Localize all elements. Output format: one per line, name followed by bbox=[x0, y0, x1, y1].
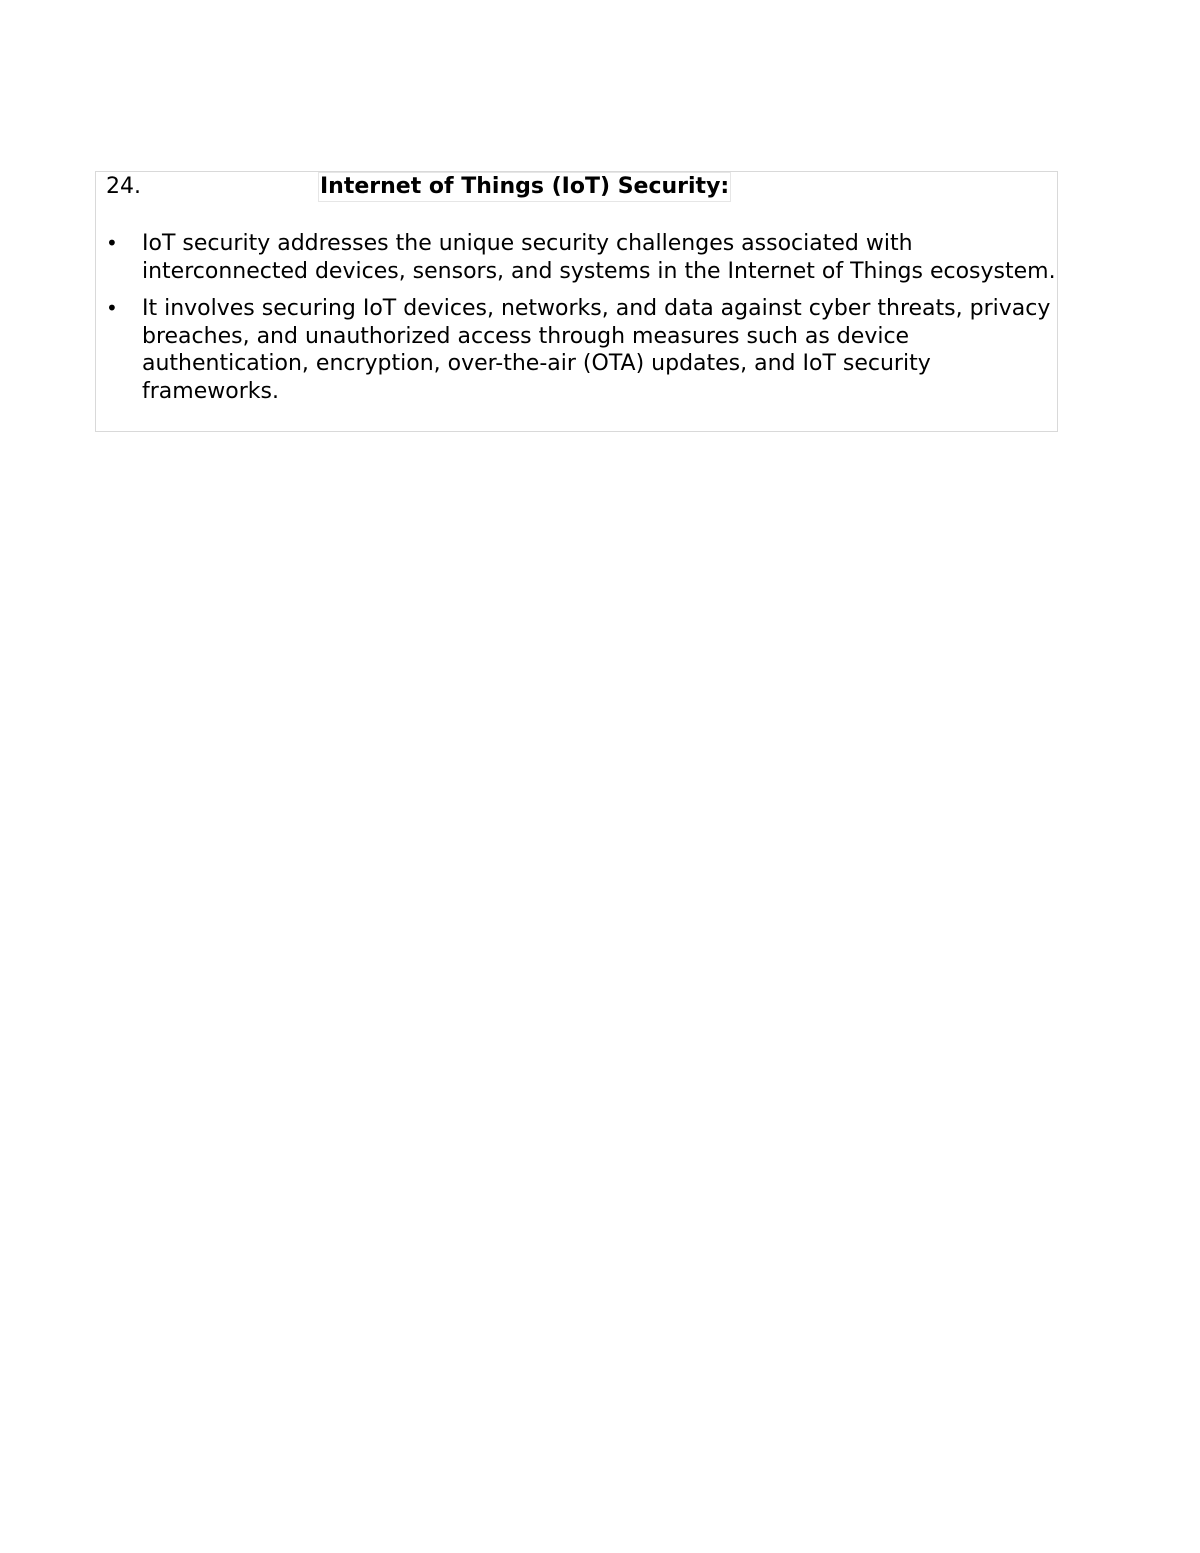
bullet-icon: • bbox=[106, 231, 118, 255]
list-item bbox=[96, 230, 1057, 285]
bullet-icon: • bbox=[106, 296, 118, 320]
bullet-list bbox=[96, 230, 1057, 415]
bullet-text: It involves securing IoT devices, networks, and data against cyber threats, privacy breaches, and unauthorized access through measures such as device authentication, encryption, over-the-air (OTA) updates, and IoT security frameworks. bbox=[142, 296, 1051, 404]
section-title: Internet of Things (IoT) Security: bbox=[318, 172, 731, 202]
list-item bbox=[96, 295, 1057, 405]
item-number: 24. bbox=[106, 174, 141, 199]
bullet-text: IoT security addresses the unique security challenges associated with interconnected devices, sensors, and systems in the Internet of Things ecosystem. bbox=[142, 231, 1056, 284]
section-box bbox=[95, 171, 1058, 432]
